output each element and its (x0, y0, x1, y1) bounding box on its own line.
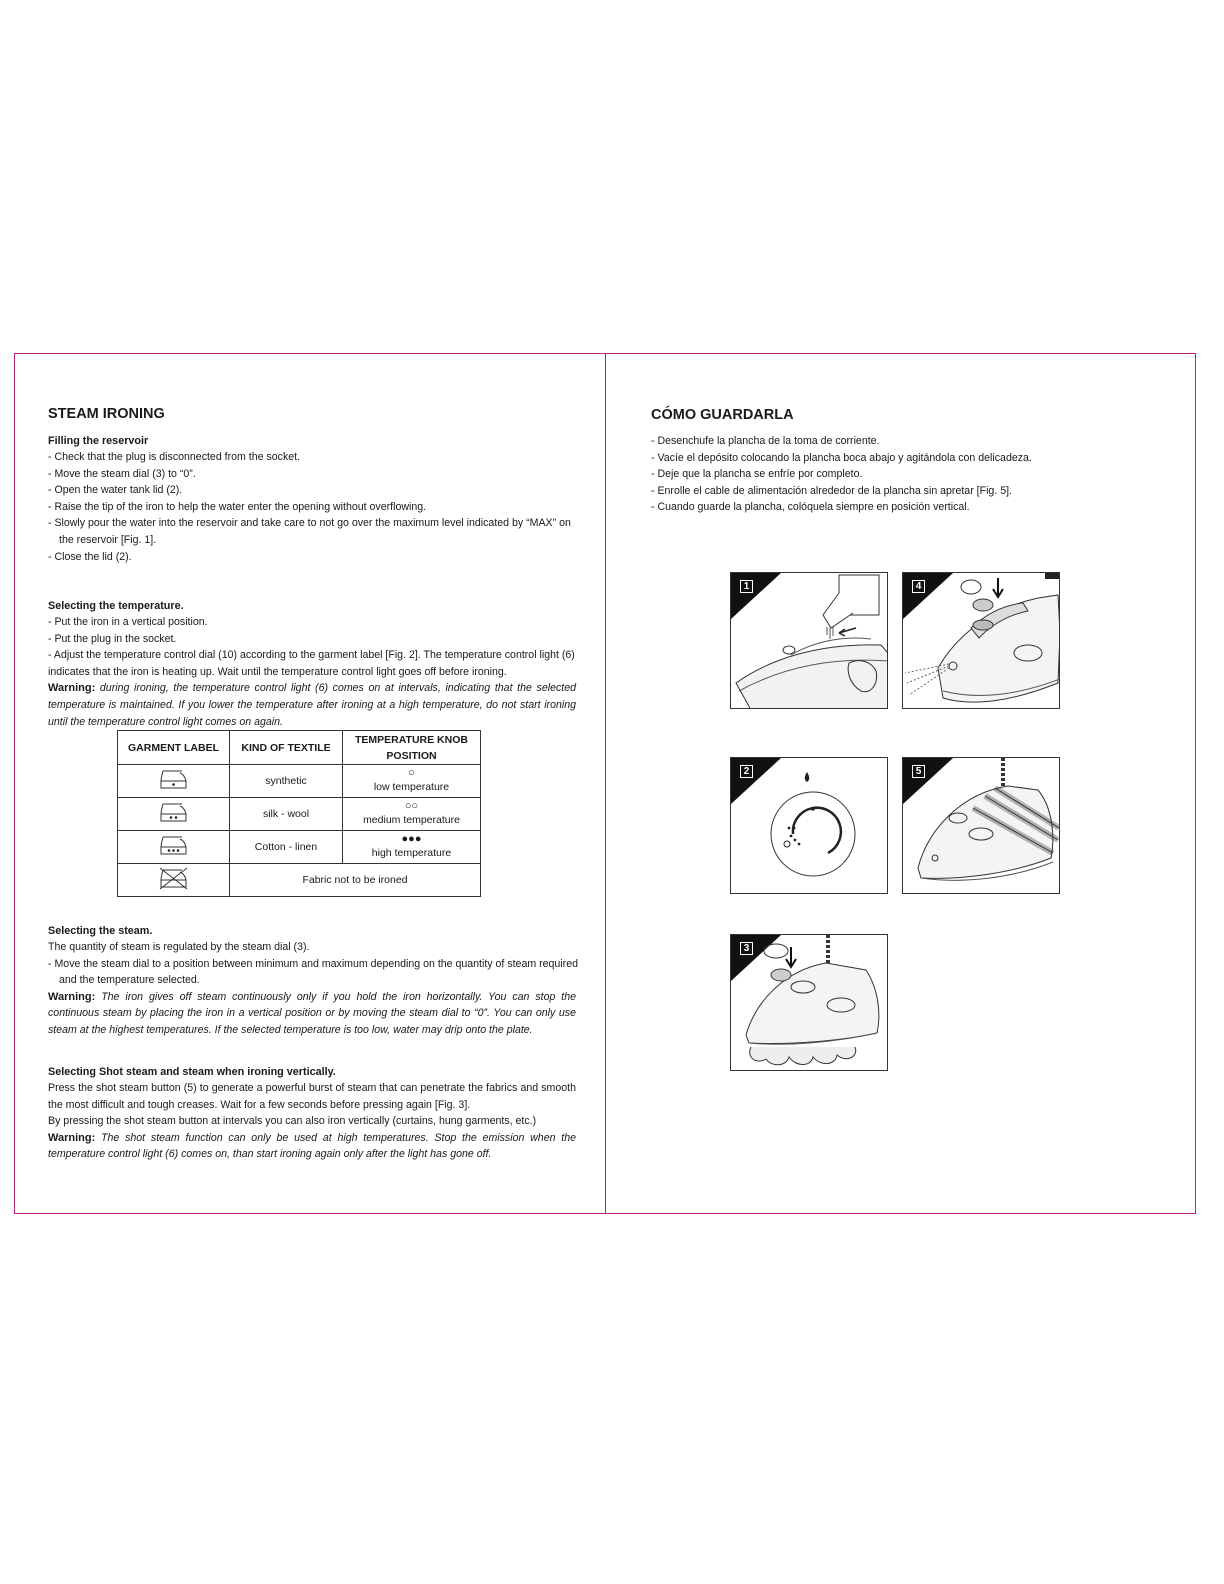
shot-steam-warning (48, 1130, 576, 1163)
garment-symbol-three-dots-icon (118, 831, 230, 864)
textile-cell: silk - wool (230, 798, 343, 831)
filling-item: - Move the steam dial (3) to “0”. (48, 467, 196, 480)
table-row (118, 831, 481, 864)
storage-item: - Vacíe el depósito colocando la plancha boca abajo y agitándola con delicadeza. (651, 451, 1032, 464)
warning-text: The iron gives off steam continuously only if you hold the iron horizontally. You can stop the continuous steam by placing the iron in a vertical position or by moving the steam dial to “0”. You can only use steam at the highest temperatures. If the selected temperature is too low, water may drip onto the plate. (48, 990, 577, 1036)
storage-list (651, 433, 1171, 516)
manual-page-spread (14, 353, 1196, 1214)
textile-cell: synthetic (230, 765, 343, 798)
warning-label: Warning: (48, 990, 96, 1003)
garment-symbol-two-dots-icon (118, 798, 230, 831)
position-label: low temperature (373, 781, 450, 793)
storage-item: - Cuando guarde la plancha, colóquela siempre en posición vertical. (651, 501, 970, 514)
steam-section (48, 939, 576, 1039)
page-divider (605, 354, 606, 1213)
shot-steam-section (48, 1080, 576, 1163)
filling-item: - Slowly pour the water into the reservoir and take care to not go over the maximum level indicated by “MAX” on (48, 517, 571, 530)
warning-label: Warning: (48, 682, 96, 695)
steam-heading: Selecting the steam. (48, 925, 153, 937)
position-label: high temperature (371, 847, 452, 859)
shot-steam-paragraph: By pressing the shot steam button at intervals you can also iron vertically (curtains, hung garments, etc.) (48, 1115, 537, 1128)
figure-3-shot-steam (730, 934, 888, 1071)
fabric-not-ironed-cell: Fabric not to be ironed (230, 864, 481, 897)
table-row (118, 798, 481, 831)
temperature-item: - Put the iron in a vertical position. (48, 616, 208, 628)
figure-number: 1 (740, 580, 753, 593)
figure-number: 3 (740, 942, 753, 955)
warning-text: during ironing, the temperature control light (6) comes on at intervals, indicating that the selected temperature is maintained. If you lower the temperature after ironing at a high temperature, do not start ironing until the temperature control light comes on again. (48, 682, 576, 728)
position-cell (343, 765, 481, 798)
steam-warning (48, 989, 576, 1039)
temperature-adjust: indicates that the iron is heating up. Wait until the temperature control light goes off before ironing. (48, 665, 507, 678)
garment-symbol-one-dot-icon (118, 765, 230, 798)
table-row (118, 864, 481, 897)
steam-line: - Move the steam dial to a position between minimum and maximum depending on the quantity of steam required (48, 957, 578, 970)
storage-item: - Enrolle el cable de alimentación alrededor de la plancha sin apretar [Fig. 5]. (651, 484, 1012, 497)
temperature-item: - Put the plug in the socket. (48, 632, 177, 645)
figure-number: 4 (912, 580, 925, 593)
steam-line: The quantity of steam is regulated by the steam dial (3). (48, 941, 310, 953)
filling-heading: Filling the reservoir (48, 435, 149, 447)
storage-title: CÓMO GUARDARLA (651, 407, 794, 423)
warning-label: Warning: (48, 1131, 96, 1144)
medium-temp-symbol: ○○ (404, 800, 419, 812)
filling-item: - Open the water tank lid (2). (48, 484, 183, 497)
temperature-list (48, 614, 576, 730)
steam-ironing-title: STEAM IRONING (48, 406, 165, 422)
filling-item: the reservoir [Fig. 1]. (59, 533, 157, 546)
header-kind-of-textile: KIND OF TEXTILE (230, 731, 343, 765)
storage-item: - Deje que la plancha se enfríe por completo. (651, 468, 863, 481)
storage-item: - Desenchufe la plancha de la toma de corriente. (651, 435, 880, 447)
position-cell (343, 798, 481, 831)
temperature-adjust: - Adjust the temperature control dial (10) according to the garment label [Fig. 2]. The temperature control light (6) (48, 649, 575, 662)
steam-line: and the temperature selected. (59, 974, 200, 987)
figure-number: 2 (740, 765, 753, 778)
figure-number: 5 (912, 765, 925, 778)
filling-item: - Raise the tip of the iron to help the water enter the opening without overflowing. (48, 500, 427, 513)
textile-cell: Cotton - linen (230, 831, 343, 864)
filling-item: - Close the lid (2). (48, 550, 132, 563)
high-temp-symbol: ●●● (401, 833, 422, 845)
position-label: medium temperature (363, 814, 460, 826)
warning-text: The shot steam function can only be used at high temperatures. Stop the emission when the temperature control light (6) comes on, than start ironing again only after the light has gone off. (48, 1131, 576, 1161)
figure-4-emptying-reservoir (902, 572, 1060, 709)
figure-2-temperature-dial (730, 757, 888, 894)
do-not-iron-icon (118, 864, 230, 897)
temperature-warning (48, 680, 576, 730)
figure-5-cable-storage (902, 757, 1060, 894)
table-row (118, 765, 481, 798)
header-knob-position: TEMPERATURE KNOB POSITION (343, 731, 481, 765)
low-temp-symbol: ○ (408, 767, 415, 779)
figure-1-filling-reservoir (730, 572, 888, 709)
filling-item: - Check that the plug is disconnected from the socket. (48, 451, 301, 463)
header-garment-label: GARMENT LABEL (118, 731, 230, 765)
temperature-heading: Selecting the temperature. (48, 600, 184, 612)
position-cell (343, 831, 481, 864)
shot-steam-paragraph: Press the shot steam button (5) to generate a powerful burst of steam that can penetrate the fabrics and smooth the most difficult and tough creases. Wait for a few seconds before pressing again [Fig. 3]. (48, 1082, 576, 1111)
filling-list (48, 449, 576, 565)
temperature-table (117, 730, 481, 897)
shot-steam-heading: Selecting Shot steam and steam when ironing vertically. (48, 1066, 336, 1078)
